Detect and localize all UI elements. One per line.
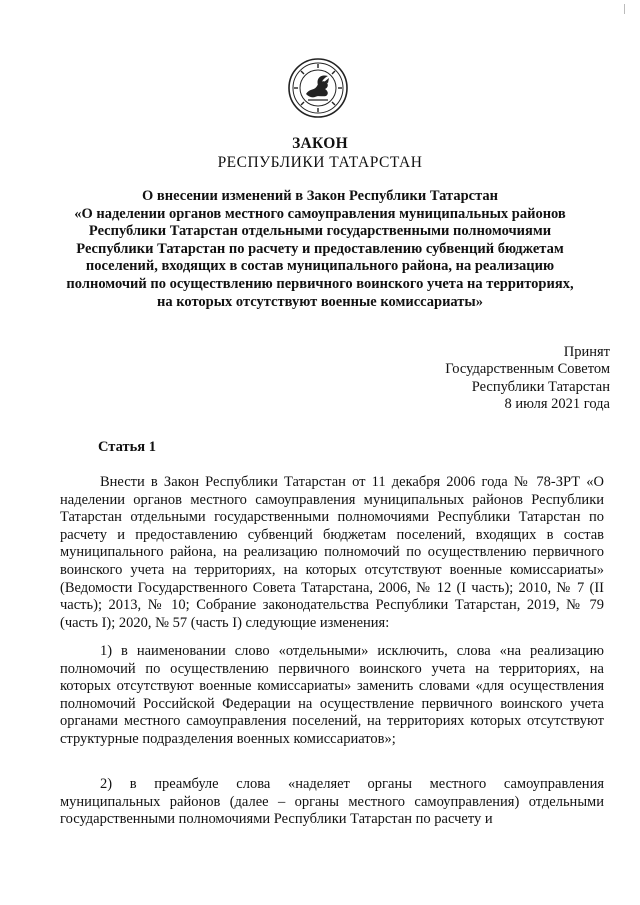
heading-line: Республики Татарстан по расчету и предоставлению субвенций бюджетам: [76, 240, 564, 257]
law-title: [0, 134, 640, 172]
heading-line: «О наделении органов местного самоуправления муниципальных районов: [74, 205, 566, 222]
coat-of-arms-icon: [288, 58, 348, 118]
heading-line: Республики Татарстан отдельными государственными полномочиями: [88, 223, 552, 240]
article-paragraph: 2) в преамбуле слова «наделяет органы местного самоуправления муниципальных районов (далее – органы местного самоуправления) отдельными государственными полномочиями Республики Татарстан по расчету и: [60, 776, 604, 828]
article-title: Статья 1: [98, 439, 156, 455]
article-paragraph: 1) в наименовании слово «отдельными» исключить, слова «на реализацию полномочий по осуществлению первичного воинского учета на территориях, на которых отсутствуют военные комиссариаты» заменить словами «для осуществления полномочий Российской Федерации на осуществление первичного воинского учета органами местного самоуправления поселений, на территориях которых отсутствуют структурные подразделения военных комиссариатов»;: [60, 643, 604, 747]
adoption-date: 8 июля 2021 года: [504, 396, 610, 413]
heading-line: О внесении изменений в Закон Республики Татарстан: [142, 188, 498, 204]
heading-line: поселений, входящих в состав муниципального района, на реализацию: [85, 258, 555, 275]
law-heading: [40, 188, 600, 311]
law-title-main: ЗАКОН: [292, 135, 348, 152]
adoption-block: [445, 344, 610, 414]
scan-edge-mark: [624, 4, 625, 14]
article-paragraph: Внести в Закон Республики Татарстан от 11 декабря 2006 года № 78-ЗРТ «О наделении органов местного самоуправления муниципальных районов Республики Татарстан отдельными государственными полномочиями Республики Татарстан по расчету и предоставлению субвенций бюджетам поселений, входящих в состав муниципального района, на реализацию полномочий по осуществлению первичного воинского учета на территориях, на которых отсутствуют военные комиссариаты» (Ведомости Государственного Совета Татарстана, 2006, № 12 (I часть); 2010, № 7 (II часть); 2013, № 10; Собрание законодательства Республики Татарстан, 2019, № 79 (часть I); 2020, № 57 (часть I) следующие изменения:: [60, 474, 604, 631]
adoption-line: Государственным Советом: [445, 361, 610, 378]
adoption-line: Принят: [563, 344, 610, 360]
law-title-sub: РЕСПУБЛИКИ ТАТАРСТАН: [217, 154, 423, 171]
adoption-line: Республики Татарстан: [471, 378, 610, 395]
heading-line: полномочий по осуществлению первичного воинского учета на территориях,: [66, 275, 574, 292]
heading-line: на которых отсутствуют военные комиссариаты»: [157, 293, 483, 310]
